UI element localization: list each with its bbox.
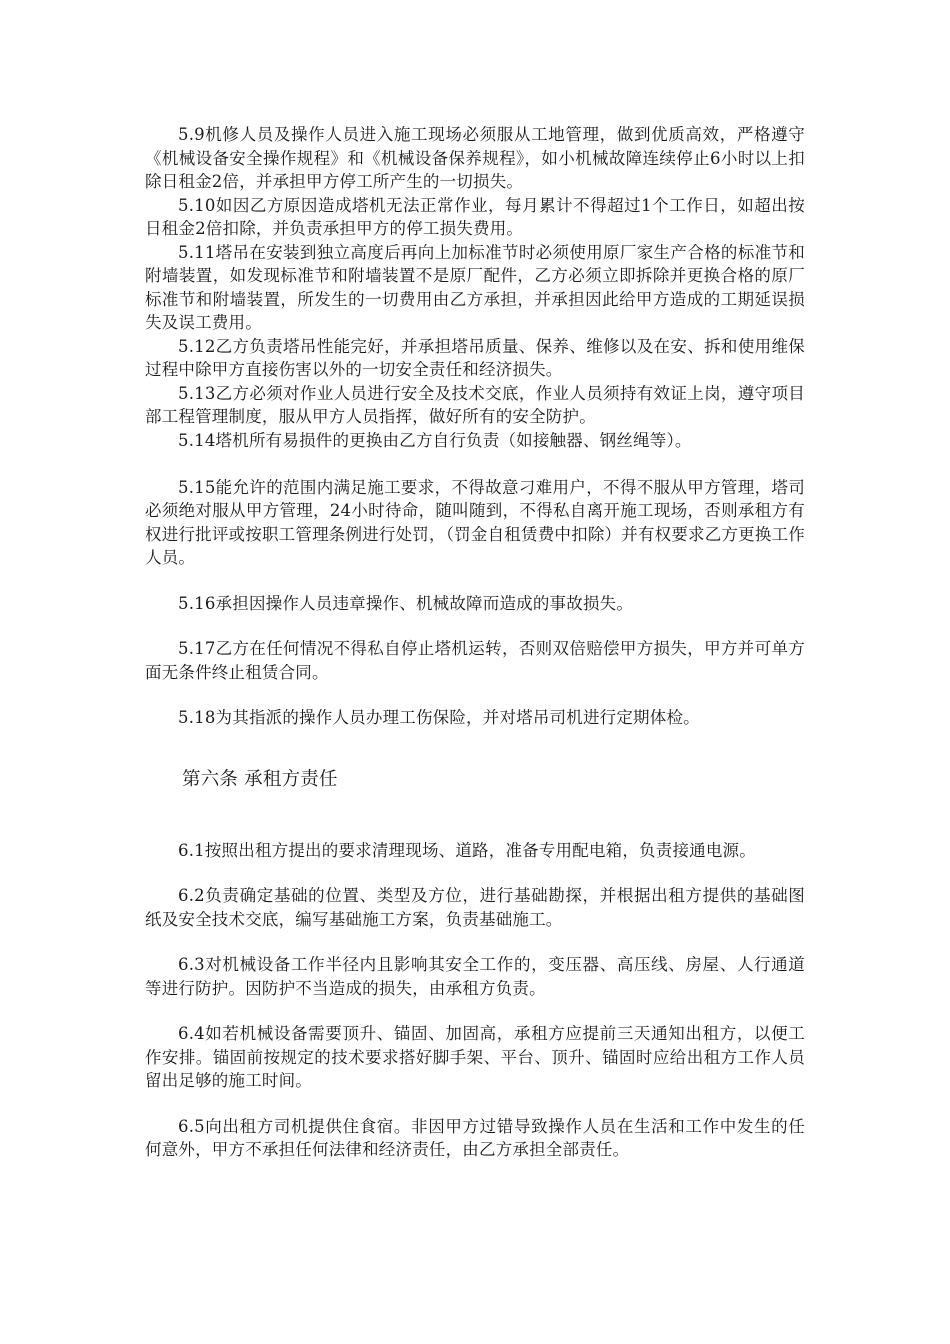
- clause-5-18: 5.18为其指派的操作人员办理工伤保险，并对塔吊司机进行定期体检。: [178, 708, 700, 727]
- document-body: [145, 123, 805, 1162]
- clause-5-17: 5.17乙方在任何情况不得私自停止塔机运转，否则双倍赔偿甲方损失，甲方并可单方面无条件终止租赁合同。: [145, 639, 805, 682]
- clause-5-15: 5.15能允许的范围内满足施工要求，不得故意刁难用户，不得不服从甲方管理，塔司必须绝对服从甲方管理，24小时待命，随叫随到，不得私自离开施工现场，否则承租方有权进行批评或按职工管理条例进行处罚，（罚金自租赁费中扣除）并有权要求乙方更换工作人员。: [145, 477, 805, 567]
- clause-6-5: 6.5向出租方司机提供住食宿。非因甲方过错导致操作人员在生活和工作中发生的任何意外，甲方不承担任何法律和经济责任，由乙方承担全部责任。: [145, 1116, 805, 1159]
- article-6-heading: 第六条 承租方责任: [182, 768, 338, 790]
- clause-5-9: 5.9机修人员及操作人员进入施工现场必须服从工地管理，做到优质高效，严格遵守《机械设备安全操作规程》和《机械设备保养规程》，如小机械故障连续停止6小时以上扣除日租金2倍，并承担甲方停工所产生的一切损失。: [145, 125, 805, 191]
- clause-5-16: 5.16承担因操作人员违章操作、机械故障而造成的事故损失。: [178, 593, 634, 613]
- clause-6-2: 6.2负责确定基础的位置、类型及方位，进行基础勘探，并根据出租方提供的基础图纸及安全技术交底，编写基础施工方案，负责基础施工。: [145, 886, 805, 929]
- clause-5-13: 5.13乙方必须对作业人员进行安全及技术交底，作业人员须持有效证上岗，遵守项目部工程管理制度，服从甲方人员指挥，做好所有的安全防护。: [145, 383, 805, 426]
- clause-5-11: 5.11塔吊在安装到独立高度后再向上加标准节时必须使用原厂家生产合格的标准节和附墙装置，如发现标准节和附墙装置不是原厂配件，乙方必须立即拆除并更换合格的原厂标准节和附墙装置，所发生的一切费用由乙方承担，并承担因此给甲方造成的工期延误损失及误工费用。: [145, 242, 805, 332]
- clause-6-4: 6.4如若机械设备需要顶升、锚固、加固高，承租方应提前三天通知出租方，以便工作安排。锚固前按规定的技术要求搭好脚手架、平台、顶升、锚固时应给出租方工作人员留出足够的施工时间。: [145, 1024, 805, 1090]
- clause-6-1: 6.1按照出租方提出的要求清理现场、道路，准备专用配电箱，负责接通电源。: [178, 840, 756, 860]
- clause-5-14: 5.14塔机所有易损件的更换由乙方自行负责（如接触器、钢丝绳等）。: [178, 430, 692, 450]
- clause-5-10: 5.10如因乙方原因造成塔机无法正常作业，每月累计不得超过1个工作日，如超出按日租金2倍扣除，并负责承担甲方的停工损失费用。: [145, 195, 805, 238]
- clause-5-12: 5.12乙方负责塔吊性能完好，并承担塔吊质量、保养、维修以及在安、拆和使用维保过程中除甲方直接伤害以外的一切安全责任和经济损失。: [145, 336, 805, 379]
- clause-6-3: 6.3对机械设备工作半径内且影响其安全工作的，变压器、高压线、房屋、人行通道等进行防护。因防护不当造成的损失，由承租方负责。: [145, 955, 805, 998]
